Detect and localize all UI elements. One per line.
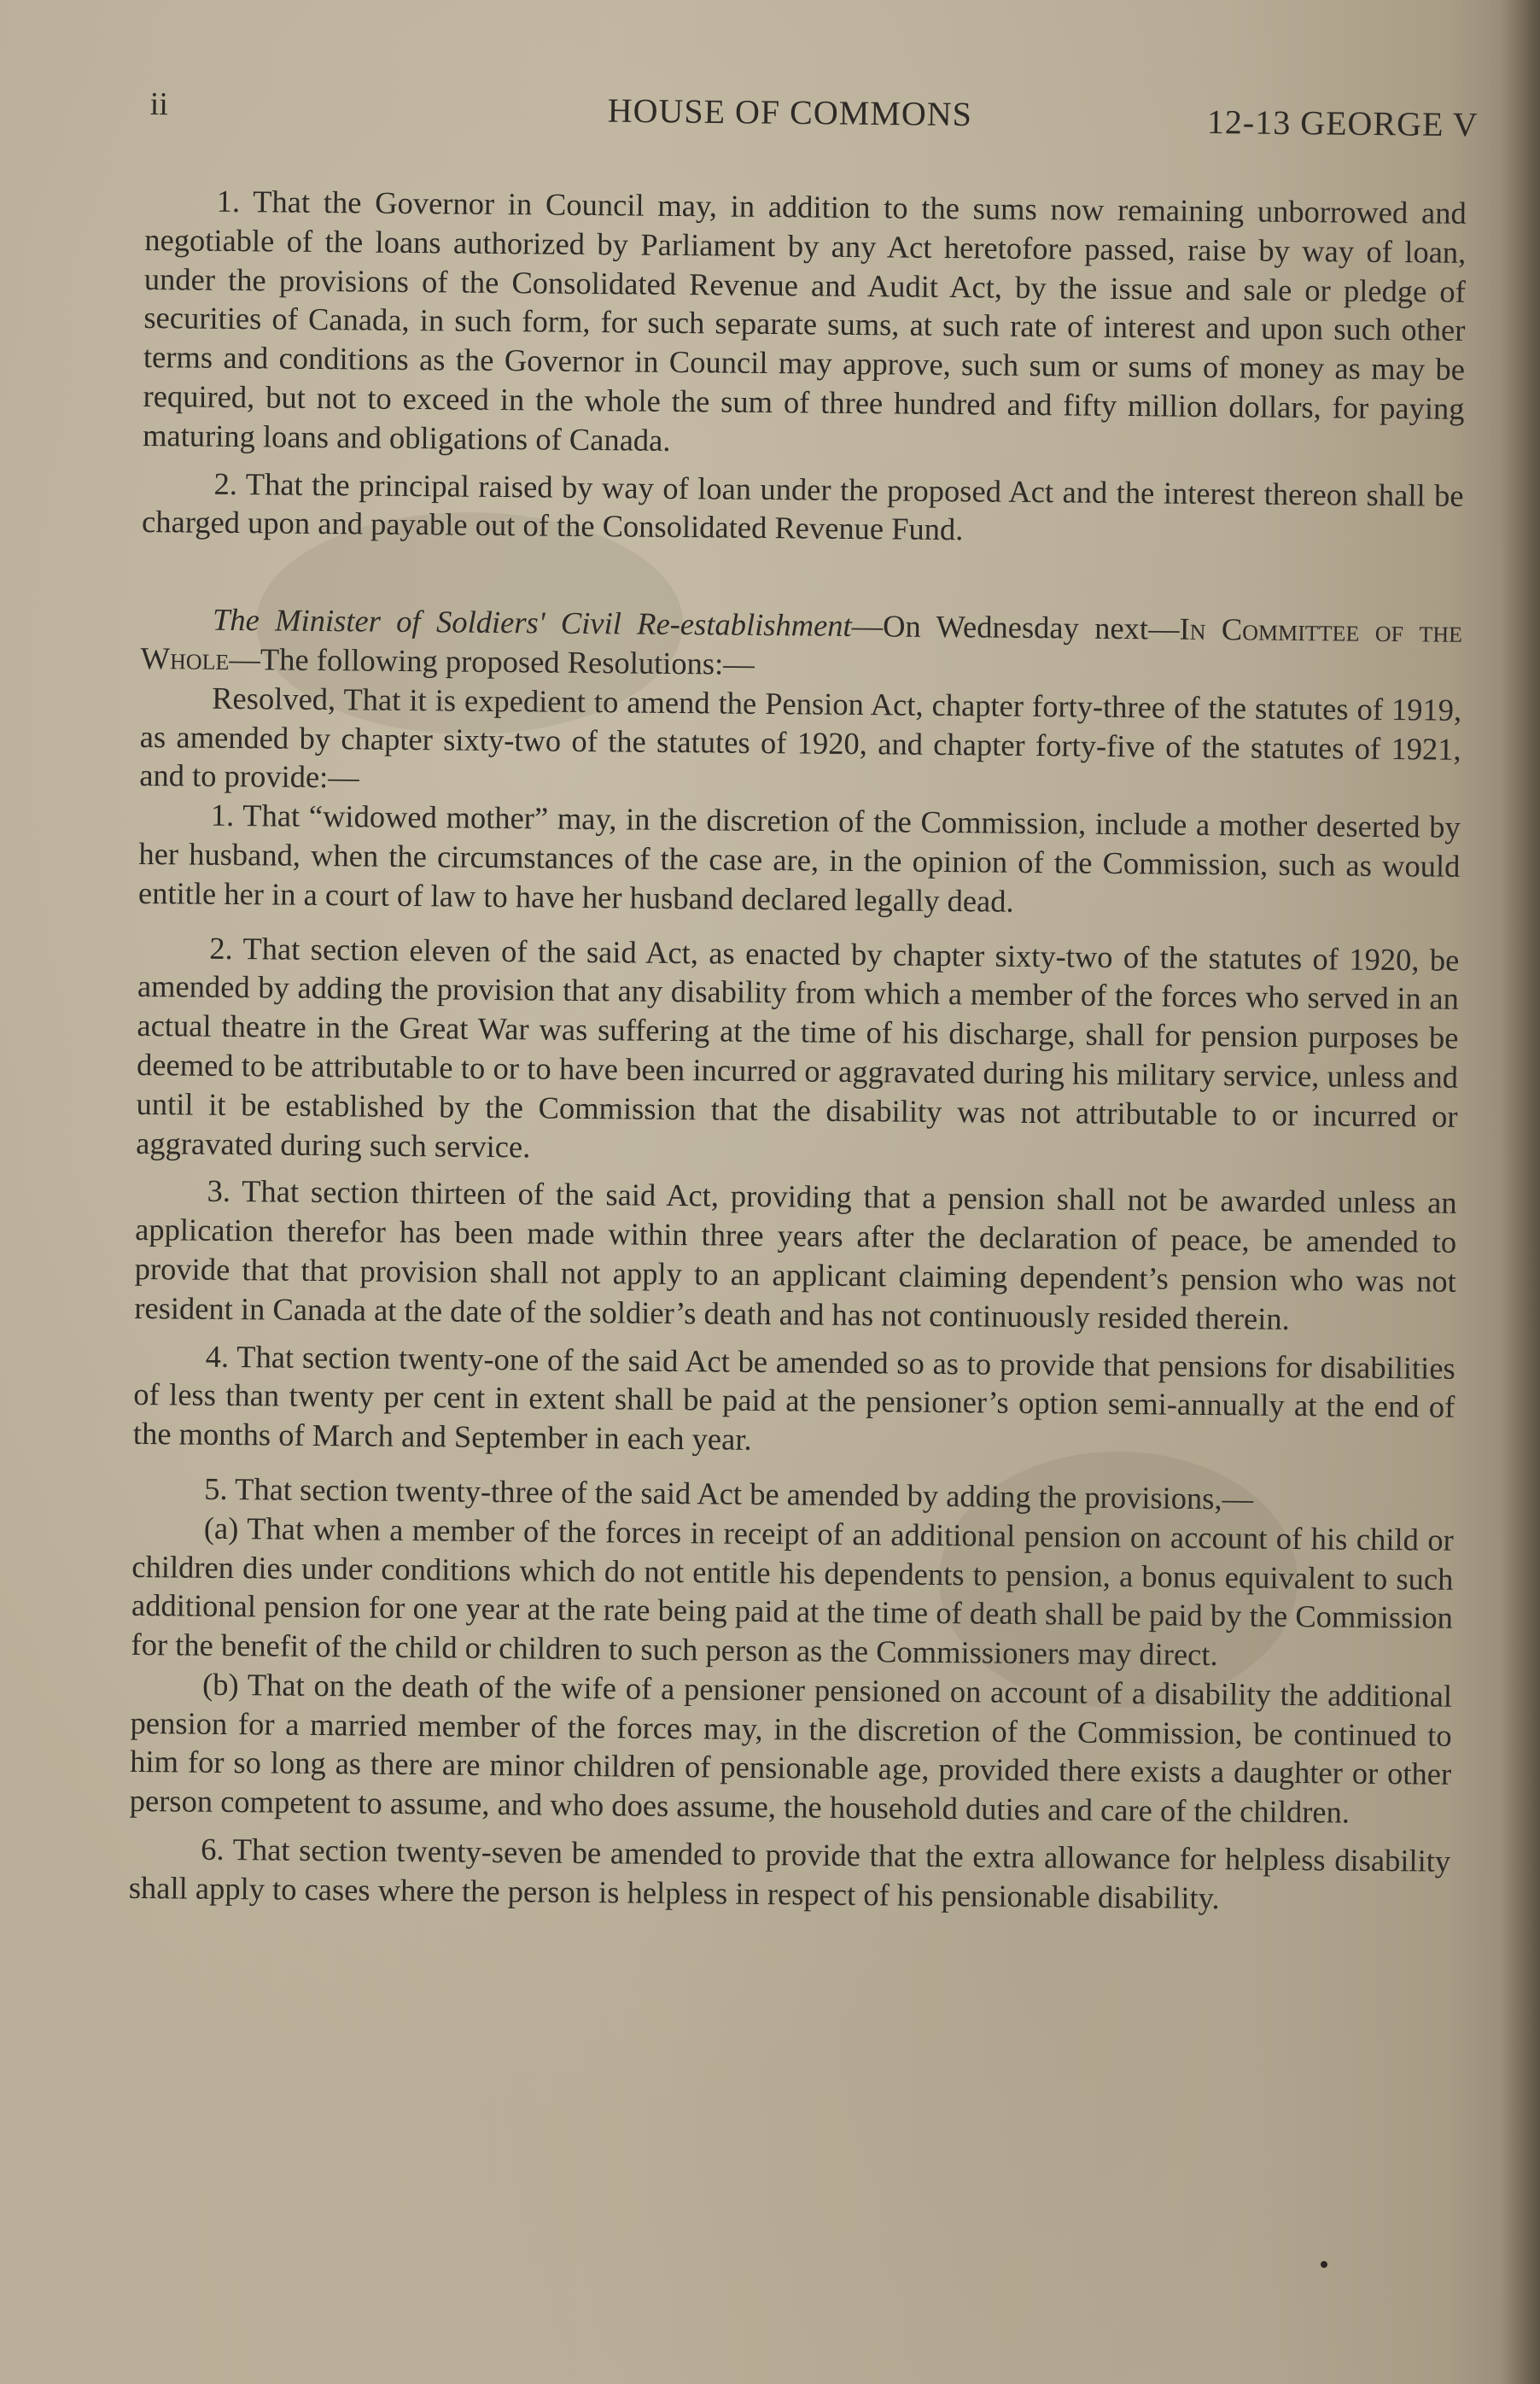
resolution-6: 6. That section twenty-seven be amended to provide that the extra allowance for helpless disability shall apply to cases where the person is helpless in respect of his pensionable disability. bbox=[128, 1831, 1451, 1916]
paragraph-principal-charge: 2. That the principal raised by way of loan under the proposed Act and the interest thereon shall be charged upon and payable out of the Consolidated Revenue Fund. bbox=[141, 465, 1464, 547]
minister-rest: —The following proposed Resolutions:— bbox=[229, 640, 755, 681]
resolution-2: 2. That section eleven of the said Act, as enacted by chapter sixty-two of the statutes of 1920, be amended by adding the provision that any disability from which a member of the forces who served in an actual theatre in the Great War was suffering at the time of his discharge, shall for pension purposes be deemed to be attributable to or to have been incurred or aggravated during his military service, unless and until it be established by the Commission that the disability was not attributable to or incurred or aggravated during such service. bbox=[135, 930, 1460, 1164]
minister-when: —On Wednesday next— bbox=[851, 608, 1180, 646]
resolution-5b: (b) That on the death of the wife of a pensioner pensioned on account of a disability the additional pension for a married member of the forces may, in the discretion of the Commission, be continued to him for so long as there are minor children of pensionable age, provided there exists a daughter or other person competent to assume, and who does assume, the household duties and care of the children. bbox=[129, 1666, 1453, 1830]
resolution-5: 5. That section twenty-three of the said Act be amended by adding the provisions,— bbox=[204, 1470, 1254, 1516]
resolution-3: 3. That section thirteen of the said Act, providing that a pension shall not be awarded unless an application therefor has been made within three years after the declaration of peace, be amended to provide that that provision shall not apply to an applicant claiming dependent’s pension who was not resident in Canada at the date of the soldier’s death and has not continuously resided therein. bbox=[134, 1173, 1457, 1336]
header-reign: 12-13 GEORGE V bbox=[1206, 102, 1479, 144]
paragraph-minister-notice bbox=[140, 599, 1462, 690]
running-header bbox=[146, 85, 1479, 150]
header-title: HOUSE OF COMMONS bbox=[607, 91, 973, 134]
resolution-1: 1. That “widowed mother” may, in the discretion of the Commission, include a mother deserted by her husband, when the circumstances of the case are, in the opinion of the Commission, such as would entitle her in a court of law to have her husband declared legally dead. bbox=[137, 797, 1461, 919]
resolution-4: 4. That section twenty-one of the said Act be amended so as to provide that pensions for disabilities of less than twenty per cent in extent shall be paid at the pensioner’s option semi-annually at the end of the months of March and September in each year. bbox=[132, 1338, 1455, 1457]
resolution-5a: (a) That when a member of the forces in receipt of an additional pension on account of his child or children dies under conditions which do not entitle his dependents to pension, a bonus equivalent to such additional pension for one year at the rate being paid at the time of death shall be paid by the Commission for the benefit of the child or children to such person as the Commissioners may direct. bbox=[131, 1510, 1454, 1673]
ink-speck bbox=[1321, 2261, 1327, 2268]
body-text bbox=[129, 181, 1467, 1919]
paragraph-resolved: Resolved, That it is expedient to amend the Pension Act, chapter forty-three of the statutes of 1919, as amended by chapter sixty-two of the statutes of 1920, and chapter forty-five of the statutes of 1921, and to provide:— bbox=[139, 680, 1462, 795]
paragraph-loan-authorization: 1. That the Governor in Council may, in addition to the sums now remaining unborrowed and negotiable of the loans authorized by Parliament by any Act heretofore passed, raise by way of loan, under the provisions of the Consolidated Revenue and Audit Act, by the issue and sale or pledge of securities of Canada, in such form, for such separate sums, at such rate of interest and upon such other terms and conditions as the Governor in Council may approve, such sum or sums of money as may be required, but not to exceed in the whole the sum of three hundred and fifty million dollars, for paying maturing loans and obligations of Canada. bbox=[142, 183, 1467, 458]
page-number: ii bbox=[149, 86, 169, 123]
minister-mover: The Minister of Soldiers' Civil Re-establishment bbox=[212, 601, 852, 644]
page-binding-shadow bbox=[1501, 0, 1540, 2384]
minister-committee: In Committee of the Whole bbox=[140, 611, 1463, 676]
